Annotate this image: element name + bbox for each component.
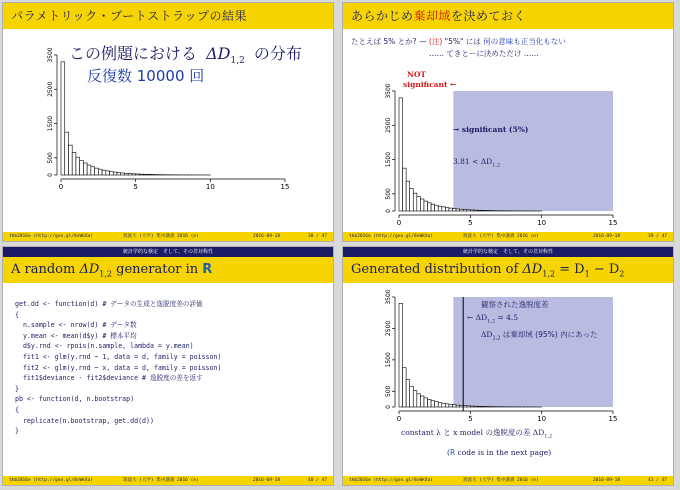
histogram-bar <box>403 368 407 407</box>
code-line: } <box>15 427 19 436</box>
code-line: fit1$deviance - fit2$deviance # 逸脱度の差を返す <box>15 374 203 383</box>
y-tick-label: 0 <box>385 209 392 213</box>
histogram-bar <box>438 403 442 407</box>
critical-value-label: $3.81 < \Delta D_{1,2}$ <box>453 157 501 169</box>
histogram-bar <box>139 174 143 175</box>
histogram-bar <box>121 173 125 175</box>
y-tick-label: 0 <box>385 405 392 409</box>
histogram-bar <box>406 181 410 211</box>
histogram-bar <box>128 174 132 175</box>
x-tick-label: 5 <box>468 219 473 227</box>
histogram-bar <box>445 208 449 211</box>
x-tick-label: 5 <box>133 183 138 191</box>
histogram-bar <box>467 406 471 407</box>
histogram-bar <box>417 394 421 407</box>
histogram-bar <box>431 401 435 407</box>
histogram-bar <box>124 173 128 175</box>
next-page-note: (R code is in the next page) <box>447 448 552 457</box>
histogram-bar <box>481 406 485 407</box>
histogram-bar <box>420 199 424 211</box>
slide-footer: tkb2016e (http://goo.gl/8vWkXa) 筑波大 (大学) 集中講義 2016 (e) 2016-09-18 39 / 47 <box>343 232 673 241</box>
histogram-bar <box>463 406 467 407</box>
histogram-bar <box>420 396 424 407</box>
slide-footer: tkb2016e (http://goo.gl/8vWkXa) 筑波大 (大学) 集中講義 2016 (e) 2016-09-18 38 / 47 <box>3 232 333 241</box>
x-tick-label: 15 <box>608 219 618 227</box>
code-line: fit2 <- glm(y.rnd ~ x, data = d, family = poisson) <box>15 363 222 372</box>
code-line: { <box>15 405 19 414</box>
histogram-bar <box>406 380 410 407</box>
section-strip: 統計学的な検定 そして、その非対称性 <box>3 247 333 257</box>
code-block <box>15 299 221 437</box>
histogram-bar <box>435 402 439 407</box>
histogram-bar <box>113 172 117 175</box>
histogram-bar <box>463 210 467 211</box>
slide-title: あらかじめ棄却域を決めておく <box>343 3 673 29</box>
histogram-bar <box>453 209 457 211</box>
y-tick-label: 2500 <box>385 320 392 337</box>
histogram-bar <box>98 169 102 175</box>
slide-38[interactable] <box>2 2 334 242</box>
histogram-bar <box>95 168 99 175</box>
overlay-line-2: 反復数 10000 回 <box>87 67 205 85</box>
histogram-bar <box>102 170 106 175</box>
code-line: } <box>15 384 19 393</box>
histogram-bar <box>403 168 407 211</box>
histogram-bar <box>460 405 464 407</box>
histogram-bar <box>117 173 121 175</box>
histogram-bar <box>136 174 140 175</box>
intro-line-1: たとえば 5% とか? — (注) "5%" には 何の意味も正当化もない <box>351 37 566 46</box>
slide-footer: tkb2016e (http://goo.gl/8vWkXa) 筑波大 (大学) 集中講義 2016 (e) 2016-09-18 41 / 47 <box>343 476 673 485</box>
histogram-bar <box>399 303 403 407</box>
slide-footer: tkb2016e (http://goo.gl/8vWkXa) 筑波大 (大学) 集中講義 2016 (e) 2016-09-18 40 / 47 <box>3 476 333 485</box>
histogram-bar <box>438 206 442 211</box>
x-tick-label: 10 <box>537 415 547 423</box>
not-significant-arrow: significant ← <box>403 80 457 89</box>
y-tick-label: 3500 <box>47 47 54 63</box>
histogram-bar <box>151 174 155 175</box>
x-tick-label: 0 <box>396 219 402 227</box>
histogram-bar <box>481 210 485 211</box>
overlay-line-1: この例題における $\Delta D_{1,2}$ の分布 <box>69 44 302 67</box>
slide-40[interactable] <box>2 246 334 486</box>
histogram-bar <box>435 205 439 211</box>
histogram-bar <box>65 132 69 175</box>
histogram-bar <box>470 406 474 407</box>
histogram-bar <box>474 406 478 407</box>
code-line: fit1 <- glm(y.rnd ~ 1, data = d, family = poisson) <box>15 352 222 361</box>
histogram-bar <box>445 404 449 407</box>
histogram-bar <box>470 210 474 211</box>
histogram-bar <box>91 167 95 175</box>
histogram-bar <box>132 174 136 175</box>
intro-line-2: …… てきとーに決めただけ …… <box>429 49 539 58</box>
histogram-bar <box>61 62 65 175</box>
histogram-bar <box>413 391 417 407</box>
histogram-bar <box>80 161 84 175</box>
x-tick-label: 10 <box>537 219 547 227</box>
histogram-bar <box>467 210 471 211</box>
y-tick-label: 1500 <box>47 115 54 132</box>
histogram-bar <box>428 399 432 407</box>
histogram-bar <box>431 204 435 211</box>
histogram-bar <box>449 208 453 211</box>
significant-label: → significant (5%) <box>453 125 529 134</box>
histogram-bar <box>424 398 428 407</box>
x-tick-label: 15 <box>280 183 290 191</box>
code-line: { <box>15 310 19 319</box>
y-tick-label: 3500 <box>385 83 392 99</box>
y-tick-label: 1500 <box>385 352 392 368</box>
y-tick-label: 3500 <box>385 289 392 305</box>
not-significant-label: NOT <box>407 70 426 79</box>
histogram-bar <box>413 193 417 211</box>
observed-value: ← $\Delta D_{1,2} = 4.5$ <box>467 313 519 325</box>
y-tick-label: 2500 <box>47 81 54 97</box>
histogram-bar <box>424 201 428 211</box>
code-line: get.dd <- function(d) # データの生成と逸脱度差の評価 <box>15 300 203 308</box>
code-line: d$y.rnd <- rpois(n.sample, lambda = y.mean) <box>15 342 194 351</box>
histogram-bar <box>72 152 76 175</box>
histogram-bar <box>76 157 80 175</box>
histogram-bar <box>456 209 460 211</box>
slide-title: A random $\Delta D_{1,2}$ generator in R <box>3 257 333 283</box>
x-tick-label: 15 <box>608 415 618 423</box>
slide-41[interactable] <box>342 246 674 486</box>
histogram-bar <box>417 197 421 211</box>
x-tick-label: 0 <box>58 183 64 191</box>
histogram-bar <box>453 405 457 407</box>
histogram-bar <box>110 172 114 175</box>
histogram-bar <box>456 405 460 407</box>
histogram-chart-1 <box>3 3 333 241</box>
y-tick-label: 500 <box>47 152 54 164</box>
y-tick-label: 2500 <box>385 117 392 133</box>
slide-39[interactable] <box>342 2 674 242</box>
slide-title: パラメトリック・ブートストラップの結果 <box>3 3 333 29</box>
x-tick-label: 5 <box>468 415 473 423</box>
rejection-note: $\Delta D_{1,2}$ は棄却域 (95%) 内にあった <box>481 330 598 342</box>
histogram-bar <box>410 188 414 211</box>
histogram-bar <box>83 163 87 175</box>
code-line: pb <- function(d, n.bootstrap) <box>15 395 135 404</box>
y-tick-label: 0 <box>47 173 54 177</box>
histogram-bar <box>442 207 446 211</box>
histogram-bar <box>442 403 446 407</box>
section-strip: 統計学的な検定 そして、その非対称性 <box>343 247 673 257</box>
histogram-bar <box>147 174 151 175</box>
code-line: n.sample <- nrow(d) # データ数 <box>15 321 137 330</box>
histogram-bar <box>143 174 147 175</box>
slide-title: Generated distribution of $\Delta D_{1,2} = D_1 - D_2$ <box>343 257 673 283</box>
histogram-bar <box>449 404 453 407</box>
histogram-bar <box>399 98 403 211</box>
code-line: y.mean <- mean(d$y) # 標本平均 <box>15 331 137 340</box>
histogram-bar <box>477 406 481 407</box>
x-tick-label: 0 <box>396 415 402 423</box>
histogram-bar <box>87 165 91 175</box>
y-tick-label: 500 <box>385 188 392 200</box>
y-tick-label: 500 <box>385 385 392 398</box>
histogram-bar <box>410 386 414 407</box>
observed-label: 観察された逸脱度差 <box>481 300 549 309</box>
code-line: replicate(n.bootstrap, get.dd(d)) <box>15 416 154 425</box>
x-axis-caption: constant λ と x model の逸脱度の差 $\Delta D_{1,2}$ <box>401 428 553 440</box>
histogram-chart-2 <box>343 3 673 241</box>
histogram-bar <box>474 210 478 211</box>
histogram-bar <box>477 210 481 211</box>
histogram-bar <box>106 171 110 175</box>
histogram-bar <box>428 203 432 211</box>
y-tick-label: 1500 <box>385 151 392 168</box>
rejection-region <box>453 91 613 211</box>
histogram-bar <box>68 145 72 175</box>
histogram-bar <box>485 210 489 211</box>
histogram-bar <box>460 209 464 211</box>
x-tick-label: 10 <box>205 183 215 191</box>
